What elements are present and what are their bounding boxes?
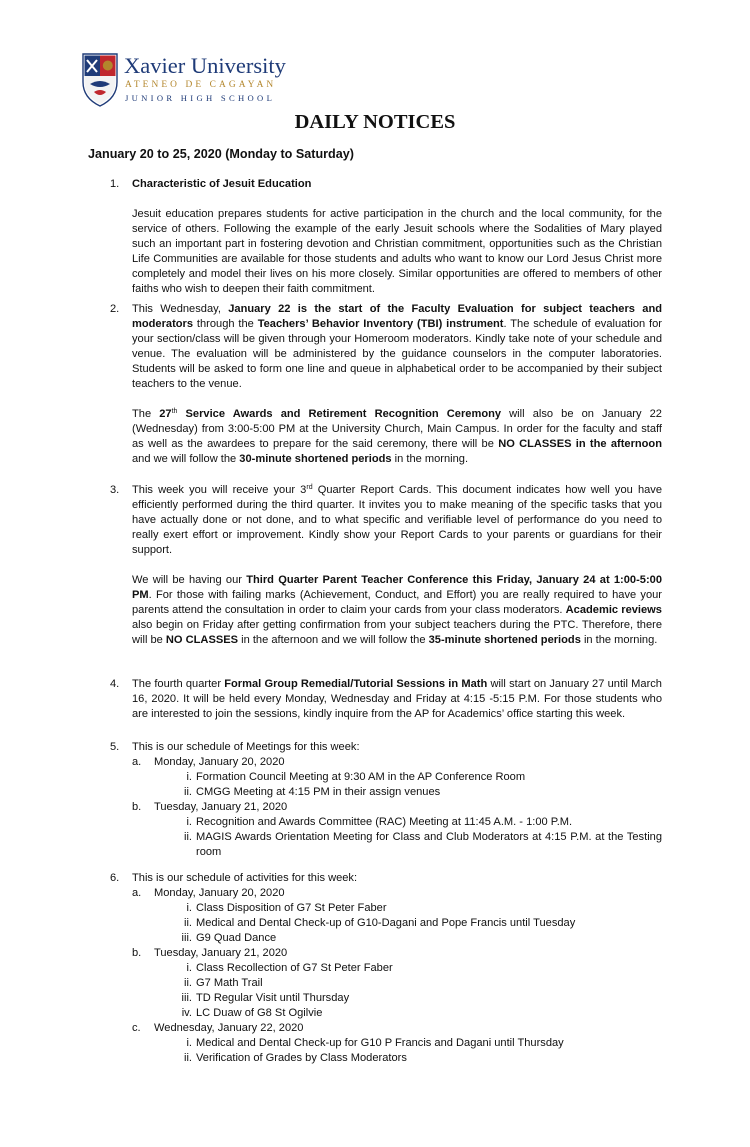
- notice-intro: This is our schedule of Meetings for this week:: [132, 741, 360, 753]
- page-title: DAILY NOTICES: [294, 111, 456, 133]
- notice-number: 3.: [110, 484, 120, 496]
- list-item: i. Formation Council Meeting at 9:30 AM in the AP Conference Room: [186, 771, 526, 783]
- notice-paragraph: The fourth quarter Formal Group Remedial/Tutorial Sessions in Math will start on January 27 until March 16, 2020. It will be held every Monday, Wednesday and Friday at 4:15 -5:15 P.M. For those students who are interested to join the sessions, kindly inquire from the AP for Academics’ office starting this week.: [132, 678, 662, 720]
- list-item: ii. Medical and Dental Check-up of G10-Dagani and Pope Francis until Tuesday: [183, 917, 576, 929]
- notice-1: [110, 177, 662, 297]
- university-seal-icon: [82, 52, 118, 108]
- list-day: b. Tuesday, January 21, 2020: [132, 947, 288, 959]
- letterhead: [82, 50, 382, 110]
- notice-4: [110, 677, 662, 722]
- list-item: ii. CMGG Meeting at 4:15 PM in their assign venues: [183, 786, 441, 798]
- notice-number: 2.: [110, 303, 120, 315]
- university-name: Xavier University: [124, 53, 286, 78]
- list-item: i. Recognition and Awards Committee (RAC) Meeting at 11:45 A.M. - 1:00 P.M.: [186, 816, 573, 828]
- notice-6: [110, 871, 662, 1066]
- list-item: i. Class Disposition of G7 St Peter Faber: [186, 902, 387, 914]
- list-item: iii. G9 Quad Dance: [181, 932, 277, 944]
- notice-5: [110, 740, 662, 860]
- list-item: ii. MAGIS Awards Orientation Meeting for Class and Club Moderators at 4:15 P.M. at the Testing room: [183, 831, 662, 858]
- list-day: a. Monday, January 20, 2020: [132, 887, 285, 899]
- notice-paragraph: This week you will receive your 3rd Quarter Report Cards. This document indicates how well you have efficiently performed during the third quarter. It invites you to make meaning of the specific tasks that you have actually done or not done, and to what specific and verifiable level of performance do you need to really exert effort or improvement. Kindly show your Report Cards to your parents or guardians for their support.: [132, 484, 662, 556]
- notice-2: [110, 302, 662, 467]
- notice-number: 6.: [110, 872, 120, 884]
- notice-paragraph: The 27th Service Awards and Retirement Recognition Ceremony will also be on January 22 (Wednesday) from 3:00-5:00 PM at the University Church, Main Campus. In order for the faculty and staff as well as the awardees to prepare for the said ceremony, there will be NO CLASSES in the afternoon and we will follow the 30-minute shortened periods in the morning.: [132, 408, 662, 465]
- notice-number: 4.: [110, 678, 120, 690]
- notice-3: [110, 483, 662, 648]
- list-item: ii. G7 Math Trail: [183, 977, 263, 989]
- list-item: iv. LC Duaw of G8 St Ogilvie: [181, 1007, 323, 1019]
- list-item: i. Class Recollection of G7 St Peter Faber: [186, 962, 393, 974]
- date-range: January 20 to 25, 2020 (Monday to Saturday): [88, 147, 354, 161]
- list-day: a. Monday, January 20, 2020: [132, 756, 285, 768]
- university-subtitle: ATENEO DE CAGAYAN: [125, 80, 277, 90]
- notice-body: Jesuit education prepares students for active participation in the church and the local community, for the service of others. Following the example of the early Jesuit schools where the Sodalities of Mary played such an important part in fostering devotion and Christian commitment, opportunities such as the Christian Life Communities are available for those students and adults who want to know our Lord Jesus Christ more completely and model their lives on his more closely. Similar opportunities are offered to members of other faiths who wish to deepen their faith commitment.: [132, 208, 662, 295]
- list-day: b. Tuesday, January 21, 2020: [132, 801, 288, 813]
- list-item: i. Medical and Dental Check-up for G10 P Francis and Dagani until Thursday: [186, 1037, 564, 1049]
- notice-paragraph: We will be having our Third Quarter Parent Teacher Conference this Friday, January 24 at 1:00-5:00 PM. For those with failing marks (Achievement, Conduct, and Effort) you are really required to have your parents attend the consultation in order to claim your cards from your class moderators. Academic reviews also begin on Friday after getting confirmation from your subject teachers during the PTC. Therefore, there will be NO CLASSES in the afternoon and we will follow the 35-minute shortened periods in the morning.: [132, 574, 662, 646]
- school-name: JUNIOR HIGH SCHOOL: [125, 93, 276, 103]
- notice-intro: This is our schedule of activities for this week:: [132, 872, 358, 884]
- list-item: iii. TD Regular Visit until Thursday: [181, 992, 350, 1004]
- list-item: ii. Verification of Grades by Class Moderators: [183, 1052, 407, 1064]
- notice-number: 5.: [110, 741, 120, 753]
- notice-paragraph: This Wednesday, January 22 is the start of the Faculty Evaluation for subject teachers and moderators through the Teachers’ Behavior Inventory (TBI) instrument. The schedule of evaluation for your section/class will be given through your Homeroom moderators. Kindly take note of your schedule and venue. The evaluation will be administered by the guidance counselors in the computer laboratories. Students will be asked to form one line and queue in alphabetical order to be accompanied by their subject teachers to the venue.: [132, 303, 662, 390]
- notice-number: 1.: [110, 178, 120, 190]
- list-day: c. Wednesday, January 22, 2020: [132, 1022, 304, 1034]
- notice-heading: Characteristic of Jesuit Education: [132, 178, 312, 190]
